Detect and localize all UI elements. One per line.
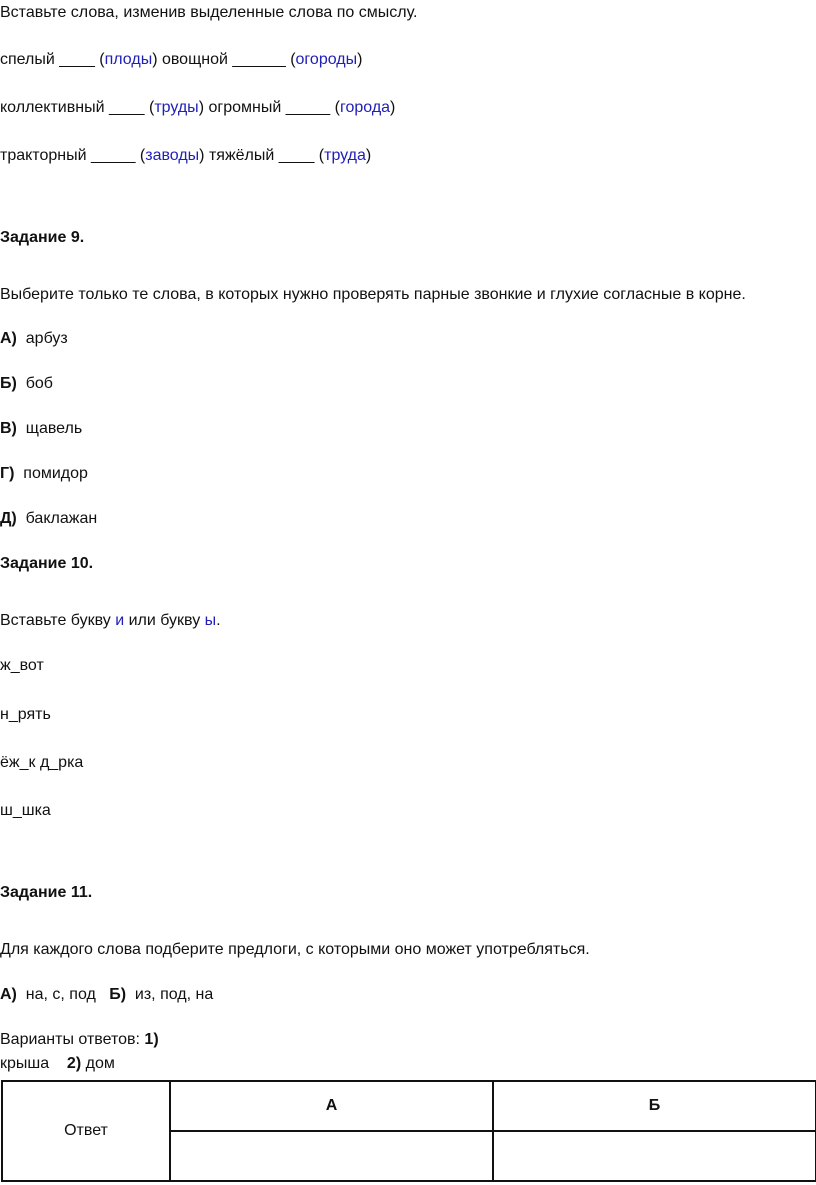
word-line-3 (0, 146, 371, 166)
column-header-a: А (170, 1081, 493, 1131)
task9-option-d (0, 464, 88, 484)
answer-table (1, 1080, 816, 1182)
task9-title: Задание 9. (0, 229, 85, 246)
instruction-text: Вставьте букву (0, 612, 116, 629)
word-line-text: ) тяжёлый ____ ( (199, 147, 325, 164)
task10-title: Задание 10. (0, 555, 94, 572)
task11-variants-label (0, 1030, 159, 1050)
word-line-text: тракторный _____ ( (0, 147, 146, 164)
task9-option-c (0, 419, 82, 439)
word-line-text: коллективный ____ ( (0, 99, 155, 116)
variant-word: крыша (0, 1055, 50, 1072)
highlighted-word: огороды (295, 51, 358, 68)
variant-number: 2) (66, 1055, 82, 1072)
task10-word-2: н_рять (0, 706, 51, 723)
option-text: из, под, на (134, 986, 214, 1003)
task10-word-4: ш_шка (0, 802, 51, 819)
option-letter: В) (0, 420, 17, 437)
option-letter: А) (0, 330, 17, 347)
instruction-text: Вставьте слова, изменив выделенные слова по смыслу. (0, 4, 418, 21)
option-text: помидор (23, 465, 88, 482)
highlighted-word: плоды (104, 51, 153, 68)
option-letter: Г) (0, 465, 15, 482)
option-letter: А) (0, 986, 17, 1003)
option-letter: Б) (0, 375, 17, 392)
task9-option-b (0, 374, 53, 394)
option-text: боб (25, 375, 53, 392)
highlighted-word: города (339, 99, 391, 116)
highlighted-letter: ы (204, 612, 217, 629)
word-line-text: ) (390, 99, 396, 116)
answer-cell-b[interactable] (493, 1131, 816, 1181)
word-line-text: спелый ____ ( (0, 51, 105, 68)
task11-instruction: Для каждого слова подберите предлоги, с которыми оно может употребляться. (0, 941, 590, 958)
highlighted-word: труды (154, 99, 199, 116)
word-line-text: ) (365, 147, 372, 164)
column-header-b: Б (493, 1081, 816, 1131)
answer-row-label: Ответ (2, 1081, 170, 1181)
highlighted-word: труда (324, 147, 366, 164)
option-text: на, с, под (25, 986, 96, 1003)
word-line-text: ) огромный _____ ( (198, 99, 340, 116)
task10-instruction (0, 611, 221, 631)
task11-variants-words (0, 1054, 115, 1074)
task10-word-1: ж_вот (0, 657, 44, 674)
instruction-text: . (216, 612, 221, 629)
task9-option-a (0, 329, 68, 349)
task9-instruction: Выберите только те слова, в которых нужно проверять парные звонкие и глухие согласные в корне. (0, 286, 746, 303)
option-text: щавель (25, 420, 83, 437)
variant-number: 1) (144, 1031, 159, 1048)
task11-options (0, 985, 213, 1005)
variants-label: Варианты ответов: (0, 1031, 145, 1048)
task11-title: Задание 11. (0, 884, 93, 901)
instruction-text: или букву (124, 612, 205, 629)
word-line-2 (0, 98, 395, 118)
option-text: арбуз (25, 330, 68, 347)
task9-option-e (0, 509, 97, 529)
option-letter: Д) (0, 510, 17, 527)
task10-word-3: ёж_к д_рка (0, 754, 84, 771)
highlighted-letter: и (115, 612, 125, 629)
word-line-text: ) овощной ______ ( (152, 51, 296, 68)
variant-word: дом (85, 1055, 115, 1072)
option-letter: Б) (109, 986, 127, 1003)
word-line-1 (0, 50, 362, 70)
option-text: баклажан (25, 510, 98, 527)
word-line-text: ) (357, 51, 363, 68)
highlighted-word: заводы (145, 147, 200, 164)
answer-cell-a[interactable] (170, 1131, 493, 1181)
